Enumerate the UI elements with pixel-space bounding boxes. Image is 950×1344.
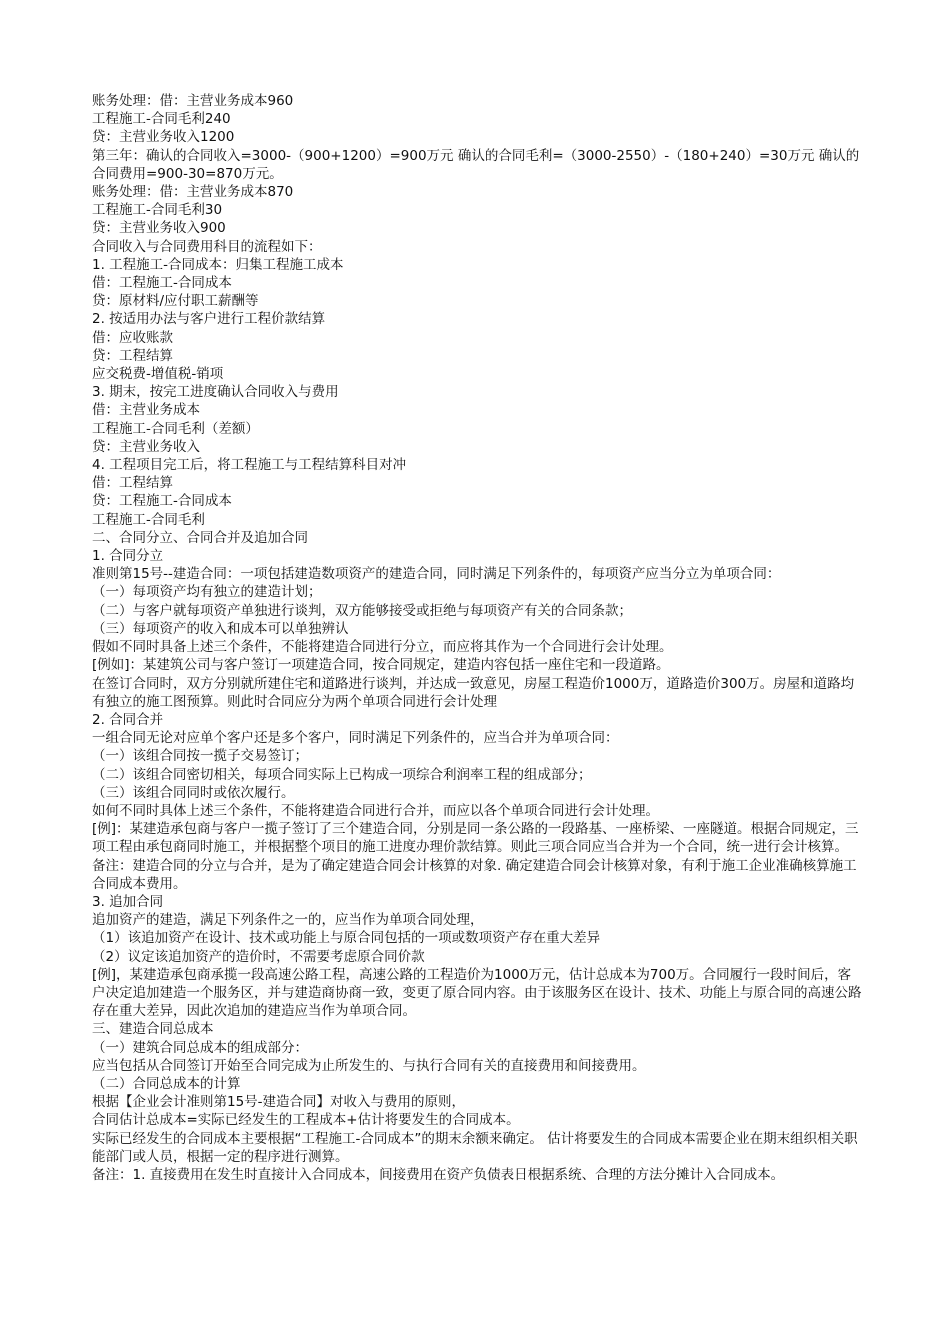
text-paragraph: 第三年：确认的合同收入=3000-（900+1200）=900万元 确认的合同毛利=（3000-2550）-（180+240）=30万元 确认的合同费用=900-30=870万元。 <box>92 147 860 182</box>
text-paragraph: [例]，某建造承包商承揽一段高速公路工程，高速公路的工程造价为1000万元，估计总成本为700万。合同履行一段时间后，客户决定追加建造一个服务区，并与建造商协商一致，变更了原合同内容。由于该服务区在设计、技术、功能上与原合同的高速公路存在重大差异，因此次追加的建造应当作为单项合同。 <box>92 966 862 1020</box>
text-line: [例如]：某建筑公司与客户签订一项建造合同，按合同规定，建造内容包括一座住宅和一段道路。 <box>92 657 670 674</box>
text-line: 如何不同时具体上述三个条件，不能将建造合同进行合并，而应以各个单项合同进行会计处理。 <box>92 802 659 819</box>
text-paragraph: 备注：1. 直接费用在发生时直接计入合同成本，间接费用在资产负债表日根据系统、合理的方法分摊计入合同成本。 <box>92 1166 785 1183</box>
text-paragraph: 备注：建造合同的分立与合并，是为了确定建造合同会计核算的对象. 确定建造合同会计核算对象，有利于施工企业准确核算施工合同成本费用。 <box>92 857 857 892</box>
section-heading: 三、建造合同总成本 <box>92 1021 214 1038</box>
text-line: （三）每项资产的收入和成本可以单独辨认 <box>92 620 349 637</box>
text-line: 借：应收账款 <box>92 329 173 346</box>
text-line: 根据【企业会计准则第15号-建造合同】对收入与费用的原则， <box>92 1094 466 1111</box>
text-line: 借：工程结算 <box>92 475 173 492</box>
text-line: （二）与客户就每项资产单独进行谈判，双方能够接受或拒绝与每项资产有关的合同条款； <box>92 602 632 619</box>
text-line: 一组合同无论对应单个客户还是多个客户，同时满足下列条件的，应当合并为单项合同： <box>92 730 619 747</box>
text-line: 追加资产的建造，满足下列条件之一的，应当作为单项合同处理， <box>92 912 484 929</box>
text-line: 贷：主营业务收入 <box>92 438 200 455</box>
text-line: 假如不同时具备上述三个条件，不能将建造合同进行分立，而应将其作为一个合同进行会计处理。 <box>92 639 673 656</box>
text-line: 1. 工程施工-合同成本：归集工程施工成本 <box>92 256 344 273</box>
text-line: （二）该组合同密切相关，每项合同实际上已构成一项综合利润率工程的组成部分； <box>92 766 592 783</box>
text-line: 贷：工程施工-合同成本 <box>92 493 232 510</box>
text-paragraph: [例]：某建造承包商与客户一揽子签订了三个建造合同，分别是同一条公路的一段路基、一座桥梁、一座隧道。根据合同规定，三项工程由承包商同时施工，并根据整个项目的施工进度办理价款结算。则此三项合同应当合并为一个合同，统一进行会计核算。 <box>92 821 859 856</box>
text-line: （二）合同总成本的计算 <box>92 1075 241 1092</box>
subsection-heading: 1. 合同分立 <box>92 548 164 565</box>
text-line: 应当包括从合同签订开始至合同完成为止所发生的、与执行合同有关的直接费用和间接费用。 <box>92 1057 646 1074</box>
text-line: 合同估计总成本=实际已经发生的工程成本+估计将要发生的合同成本。 <box>92 1112 520 1129</box>
text-line: （三）该组合同同时或依次履行。 <box>92 784 295 801</box>
text-line: 贷：工程结算 <box>92 347 173 364</box>
text-line: 应交税费-增值税-销项 <box>92 366 224 383</box>
text-line: 账务处理：借：主营业务成本960 <box>92 93 294 109</box>
text-line: 借：主营业务成本 <box>92 402 200 419</box>
text-line: 贷：主营业务收入1200 <box>92 129 235 146</box>
text-line: 工程施工-合同毛利30 <box>92 202 223 219</box>
text-line: 3. 期末，按完工进度确认合同收入与费用 <box>92 384 339 401</box>
text-paragraph: 准则第15号--建造合同：一项包括建造数项资产的建造合同，同时满足下列条件的，每项资产应当分立为单项合同： <box>92 566 781 583</box>
text-line: 贷：主营业务收入900 <box>92 220 226 237</box>
text-line: （2）议定该追加资产的造价时，不需要考虑原合同价款 <box>92 948 425 965</box>
text-line: （一）该组合同按一揽子交易签订； <box>92 748 308 765</box>
text-line: 借：工程施工-合同成本 <box>92 275 232 292</box>
text-line: 合同收入与合同费用科目的流程如下： <box>92 238 322 255</box>
text-paragraph: 实际已经发生的合同成本主要根据“工程施工-合同成本”的期末余额来确定。 估计将要发生的合同成本需要企业在期末组织相关职能部门或人员，根据一定的程序进行测算。 <box>92 1130 858 1165</box>
text-line: （一）每项资产均有独立的建造计划； <box>92 584 322 601</box>
text-line: 工程施工-合同毛利（差额） <box>92 420 259 437</box>
document-body <box>92 92 862 1184</box>
text-paragraph: 在签订合同时，双方分别就所建住宅和道路进行谈判，并达成一致意见，房屋工程造价1000万，道路造价300万。房屋和道路均有独立的施工图预算。则此时合同应分为两个单项合同进行会计处理 <box>92 675 855 710</box>
text-line: （一）建筑合同总成本的组成部分： <box>92 1039 308 1056</box>
text-line: 贷：原材料/应付职工薪酬等 <box>92 293 259 310</box>
text-line: 账务处理：借：主营业务成本870 <box>92 184 294 201</box>
text-line: 工程施工-合同毛利 <box>92 511 205 528</box>
text-line: 工程施工-合同毛利240 <box>92 111 231 128</box>
subsection-heading: 3. 追加合同 <box>92 893 164 910</box>
text-line: 4. 工程项目完工后，将工程施工与工程结算科目对冲 <box>92 457 407 474</box>
section-heading: 二、合同分立、合同合并及追加合同 <box>92 529 308 546</box>
text-line: 2. 按适用办法与客户进行工程价款结算 <box>92 311 326 328</box>
subsection-heading: 2. 合同合并 <box>92 711 164 728</box>
text-line: （1）该追加资产在设计、技术或功能上与原合同包括的一项或数项资产存在重大差异 <box>92 930 601 947</box>
